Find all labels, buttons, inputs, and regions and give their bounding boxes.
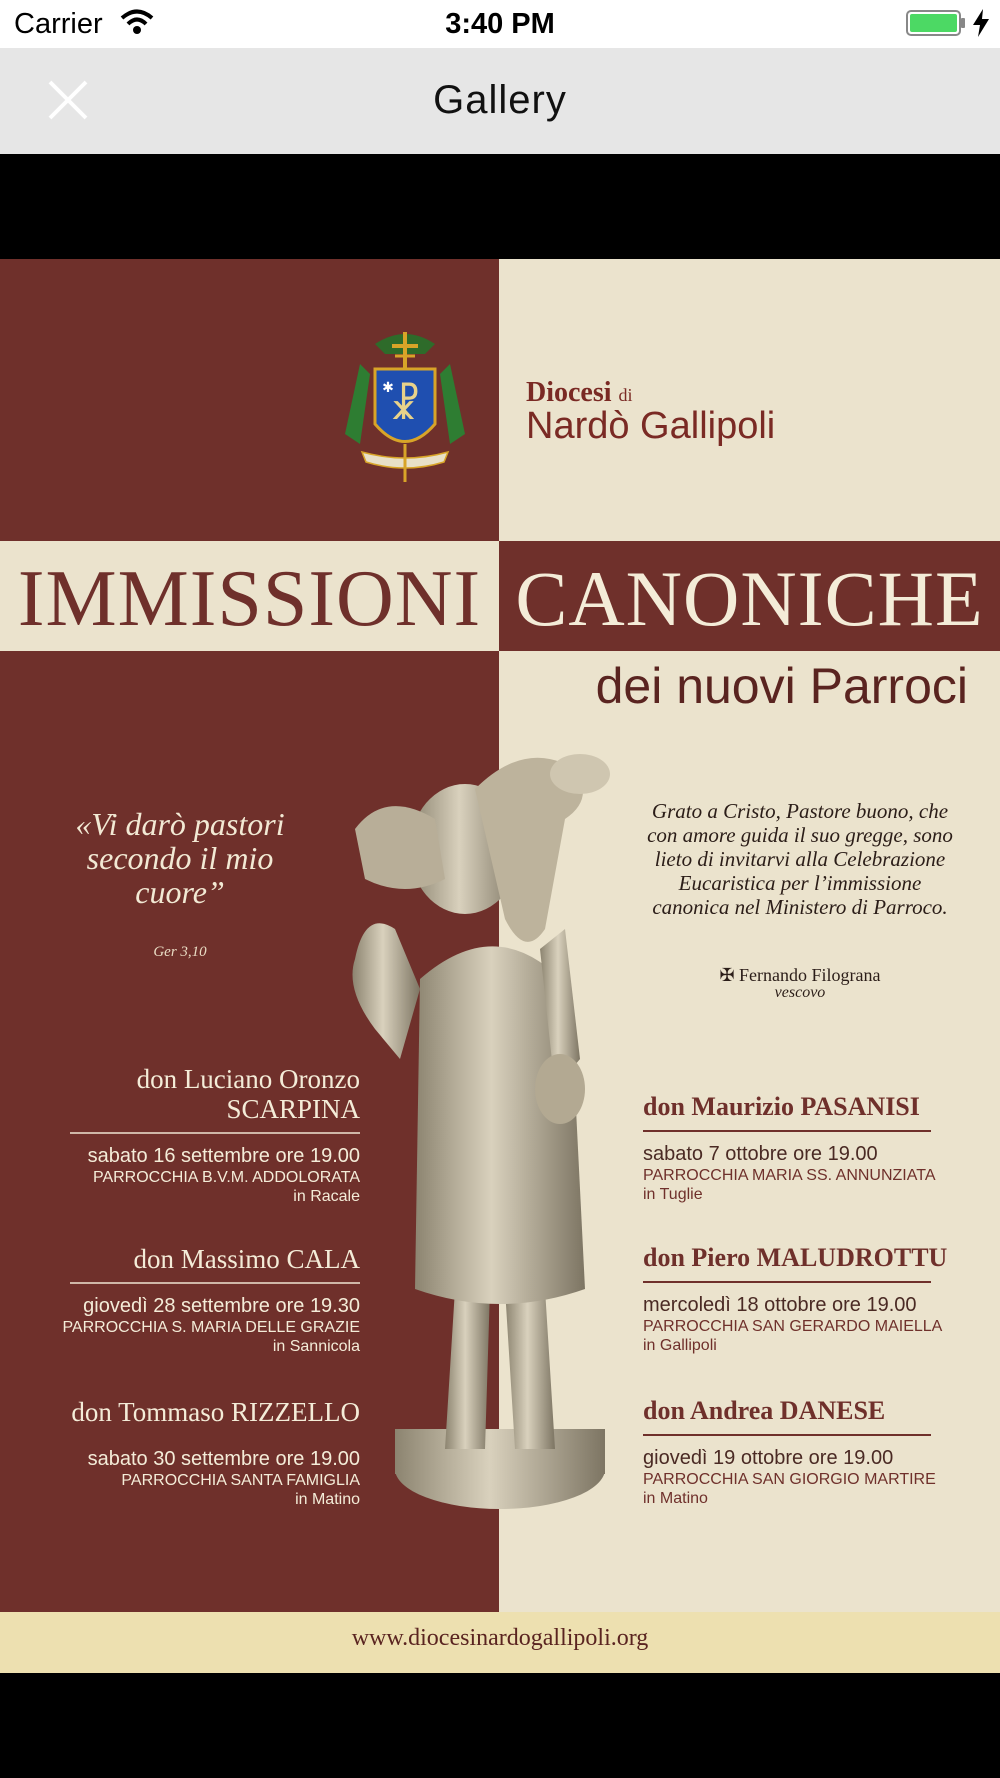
event-entry — [0, 1397, 360, 1509]
invitation-text: Grato a Cristo, Pastore buono, che con amore guida il suo gregge, sono lieto di invitarvi alla Celebrazione Eucaristica per l’immissione canonica nel Ministero di Parroco. — [647, 799, 953, 919]
parish-town: in Matino — [295, 1491, 360, 1508]
event-date: sabato 7 ottobre ore 19.00 — [643, 1143, 878, 1165]
navigation-bar — [0, 48, 1000, 154]
event-date: giovedì 28 settembre ore 19.30 — [83, 1295, 360, 1317]
status-bar — [0, 0, 1000, 48]
priest-name: don Tommaso RIZZELLO — [71, 1397, 360, 1427]
parish-name: PARROCCHIA S. MARIA DELLE GRAZIE — [62, 1319, 360, 1336]
good-shepherd-statue — [325, 729, 655, 1529]
event-date: giovedì 19 ottobre ore 19.00 — [643, 1447, 894, 1469]
page-title: Gallery — [433, 78, 567, 122]
parish-name: PARROCCHIA SANTA FAMIGLIA — [121, 1472, 360, 1489]
diocese-place: Nardò Gallipoli — [526, 405, 776, 447]
clock: 3:40 PM — [445, 8, 555, 40]
bishop-name: ✠ Fernando Filograna — [719, 965, 881, 985]
event-entry — [643, 1396, 973, 1508]
parish-name: PARROCCHIA B.V.M. ADDOLORATA — [92, 1169, 360, 1186]
entry-divider — [643, 1434, 931, 1436]
parish-town: in Matino — [643, 1490, 708, 1507]
charging-bolt-icon — [970, 8, 992, 38]
battery-icon — [906, 10, 966, 36]
parish-name: PARROCCHIA SAN GERARDO MAIELLA — [643, 1318, 943, 1335]
parish-town: in Gallipoli — [643, 1337, 717, 1354]
diocese-website: www.diocesinardogallipoli.org — [351, 1625, 649, 1651]
coat-of-arms-icon — [340, 324, 470, 484]
entry-divider — [643, 1130, 931, 1132]
scripture-reference: Ger 3,10 — [153, 944, 207, 960]
parish-town: in Racale — [293, 1188, 360, 1205]
event-entry — [643, 1243, 973, 1355]
parish-town: in Sannicola — [272, 1338, 360, 1355]
diocese-di: di — [618, 385, 633, 405]
entry-divider — [70, 1282, 360, 1284]
bishop-title: vescovo — [774, 984, 826, 1001]
entry-divider — [70, 1132, 360, 1134]
parish-name: PARROCCHIA MARIA SS. ANNUNZIATA — [643, 1167, 936, 1184]
event-date: sabato 16 settembre ore 19.00 — [87, 1145, 360, 1167]
event-entry — [30, 1244, 360, 1356]
carrier-label: Carrier — [14, 8, 103, 40]
priest-name: don Andrea DANESE — [643, 1396, 886, 1425]
poster-heading-right: CANONICHE — [515, 555, 984, 642]
poster-subheading: dei nuovi Parroci — [595, 658, 968, 714]
priest-name: don Piero MALUDROTTU — [643, 1243, 948, 1272]
event-entry — [643, 1092, 973, 1204]
event-date: mercoledì 18 ottobre ore 19.00 — [643, 1294, 917, 1316]
poster-heading-left: IMMISSIONI — [17, 555, 482, 643]
diocese-name: Diocesi di — [526, 377, 633, 408]
gallery-image[interactable] — [0, 259, 1000, 1673]
event-date: sabato 30 settembre ore 19.00 — [87, 1448, 360, 1470]
entry-divider — [40, 1435, 330, 1437]
scripture-quote: «Vi darò pastori secondo il mio cuore” — [75, 806, 285, 910]
svg-text:✱: ✱ — [382, 379, 394, 395]
event-entry — [30, 1064, 360, 1206]
parish-name: PARROCCHIA SAN GIORGIO MARTIRE — [643, 1471, 936, 1488]
svg-text:☧: ☧ — [389, 383, 421, 428]
priest-name: don Maurizio PASANISI — [643, 1092, 920, 1121]
priest-name: don Massimo CALA — [133, 1244, 360, 1274]
priest-name: don Luciano Oronzo SCARPINA — [136, 1064, 360, 1124]
entry-divider — [643, 1281, 931, 1283]
parish-town: in Tuglie — [643, 1186, 703, 1203]
